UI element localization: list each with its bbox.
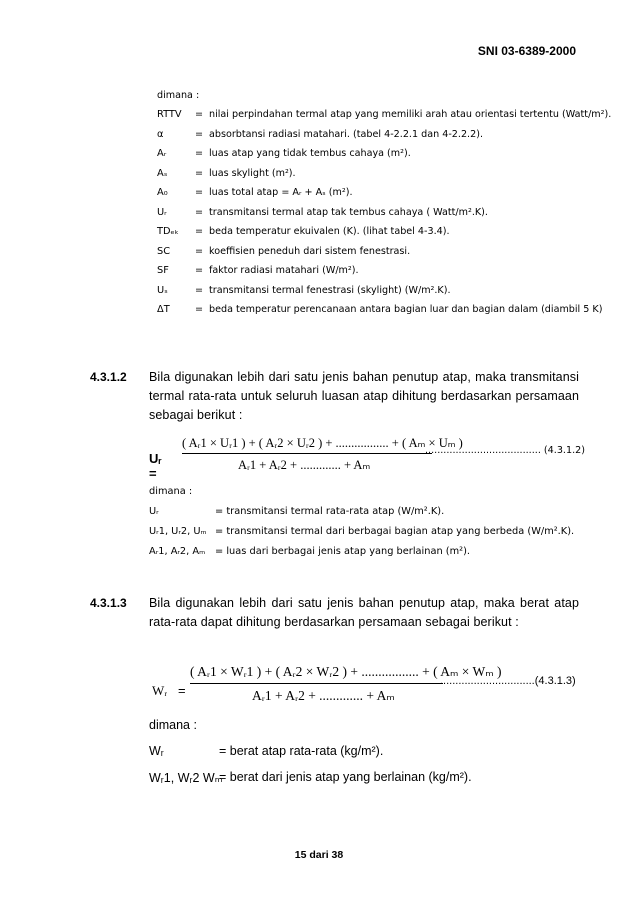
section-number-4-3-1-3: 4.3.1.3 (90, 596, 127, 610)
definition-description: transmitansi termal fenestrasi (skylight) (W/m².K). (209, 284, 451, 296)
definition-list-wr (149, 718, 472, 796)
definition-symbol: Uᵣ1, Uᵣ2, Uₘ (149, 526, 207, 537)
definition-row (157, 129, 611, 149)
definition-row (149, 546, 574, 566)
definition-symbol: SC (157, 245, 171, 257)
definition-equals: = (195, 128, 204, 140)
definition-symbol: Aᵣ1, Aᵣ2, Aₘ (149, 546, 206, 557)
definition-row (157, 285, 611, 305)
definition-row (157, 207, 611, 227)
definition-symbol: ΔT (157, 304, 170, 315)
equation-reference: ...............................(4.3.1.3) (440, 675, 576, 687)
equation-reference: ...................................... (4.3.1.2) (425, 445, 585, 456)
definition-list-rttv (157, 90, 611, 324)
definition-row (157, 109, 611, 129)
definition-description: luas total atap = Aᵣ + Aₛ (m²). (209, 187, 353, 198)
formula-lhs: Uᵣ = (149, 451, 162, 481)
definition-equals: = (195, 304, 204, 315)
definition-description: luas atap yang tidak tembus cahaya (m²). (209, 148, 411, 159)
definition-intro: dimana : (149, 718, 197, 732)
formula-numerator: ( Aᵣ1 × Uᵣ1 ) + ( Aᵣ2 × Uᵣ2 ) + ................. + ( Aₘ × Uₘ ) (182, 436, 463, 450)
definition-description: = berat dari jenis atap yang berlainan (kg/m²). (219, 770, 472, 784)
definition-row (157, 168, 611, 188)
definition-symbol: Uᵣ (157, 206, 167, 218)
definition-symbol: α (157, 128, 164, 140)
definition-equals: = (195, 226, 204, 237)
definition-symbol: RTTV (157, 109, 182, 120)
definition-description: = berat atap rata-rata (kg/m²). (219, 744, 384, 758)
fraction-bar (182, 453, 432, 454)
definition-description: transmitansi termal atap tak tembus cahaya ( Watt/m².K). (209, 206, 488, 218)
definition-equals: = (195, 245, 204, 257)
definition-description: beda temperatur ekuivalen (K). (lihat tabel 4-3.4). (209, 226, 450, 237)
definition-description: = transmitansi termal rata-rata atap (W/m².K). (215, 506, 445, 517)
definition-description: faktor radiasi matahari (W/m²). (209, 265, 359, 276)
formula-denominator: Aᵣ1 + Aᵣ2 + ............. + Aₘ (238, 458, 371, 472)
section-paragraph-4-3-1-2: Bila digunakan lebih dari satu jenis bahan penutup atap, maka transmitansi termal rata-rata untuk seluruh luasan atap dihitung berdasarkan persamaan sebagai berikut : (149, 370, 579, 422)
definition-row (157, 148, 611, 168)
definition-symbol: Aᵣ (157, 148, 167, 159)
definition-description: = luas dari berbagai jenis atap yang berlainan (m²). (215, 546, 471, 557)
definition-symbol: Wᵣ (149, 744, 164, 758)
formula-numerator: ( Aᵣ1 × Wᵣ1 ) + ( Aᵣ2 × Wᵣ2 ) + ................. + ( Aₘ × Wₘ ) (190, 664, 502, 679)
definition-description: beda temperatur perencanaan antara bagian luar dan bagian dalam (diambil 5 K) (209, 304, 603, 315)
definition-row (157, 226, 611, 246)
definition-symbol: TDₑₖ (157, 226, 179, 237)
definition-equals: = (195, 148, 204, 159)
page-number: 15 dari 38 (294, 849, 344, 861)
formula-denominator: Aᵣ1 + Aᵣ2 + ............. + Aₘ (252, 688, 395, 703)
definition-row (149, 526, 574, 546)
definition-row (157, 304, 611, 324)
definition-description: absorbtansi radiasi matahari. (tabel 4-2.2.1 dan 4-2.2.2). (209, 128, 483, 140)
definition-symbol: Uₛ (157, 284, 168, 296)
definition-row (149, 770, 472, 796)
definition-row (157, 246, 611, 266)
definition-equals: = (195, 265, 204, 276)
definition-equals: = (195, 167, 204, 179)
definition-description: koeffisien peneduh dari sistem fenestrasi. (209, 245, 411, 257)
formula-lhs: Wᵣ (152, 683, 168, 698)
fraction-bar (190, 683, 443, 684)
definition-symbol: A₀ (157, 187, 168, 198)
definition-symbol: Aₛ (157, 167, 168, 179)
definition-description: nilai perpindahan termal atap yang memiliki arah atau orientasi tertentu (Watt/m²). (209, 109, 612, 120)
formula-equals: = (178, 683, 186, 698)
definition-equals: = (195, 109, 204, 120)
definition-equals: = (195, 206, 204, 218)
definition-row (149, 506, 574, 526)
definition-row (157, 187, 611, 207)
definition-symbol: SF (157, 265, 169, 276)
definition-list-ur (149, 486, 574, 566)
section-paragraph-4-3-1-3: Bila digunakan lebih dari satu jenis bahan penutup atap, maka berat atap rata-rata dapat dihitung berdasarkan persamaan sebagai berikut : (149, 596, 579, 629)
definition-row (149, 744, 472, 770)
definition-description: = transmitansi termal dari berbagai bagian atap yang berbeda (W/m².K). (215, 526, 575, 537)
definition-intro: dimana : (157, 90, 200, 101)
document-code: SNI 03-6389-2000 (477, 44, 576, 58)
definition-description: luas skylight (m²). (209, 167, 296, 179)
definition-equals: = (195, 187, 204, 198)
section-number-4-3-1-2: 4.3.1.2 (90, 370, 127, 384)
definition-row (157, 265, 611, 285)
definition-intro: dimana : (149, 486, 193, 497)
definition-symbol: Uᵣ (149, 506, 159, 517)
definition-symbol: Wᵣ1, Wᵣ2 Wₘ (149, 771, 223, 785)
definition-equals: = (195, 284, 204, 296)
